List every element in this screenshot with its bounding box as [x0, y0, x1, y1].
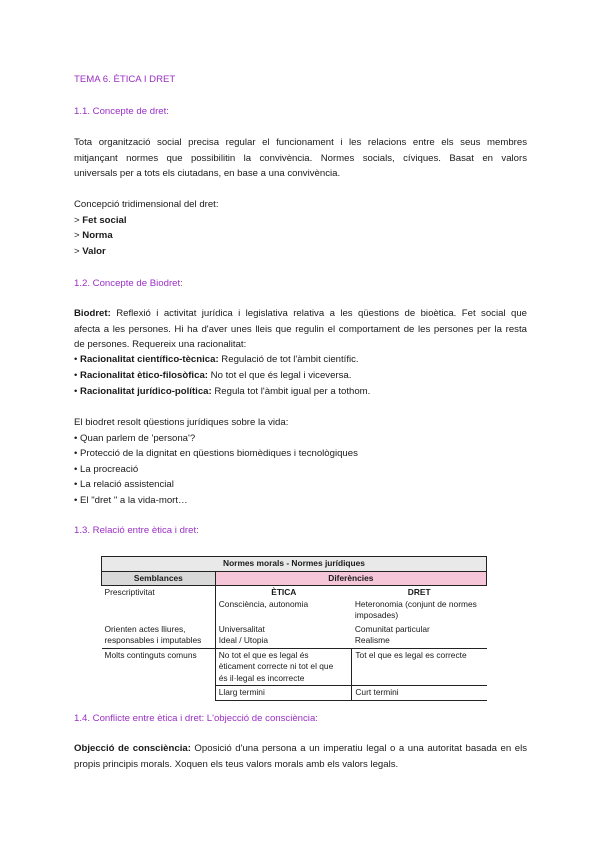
paragraph-concepte-dret	[74, 135, 527, 182]
list-item-text: Regulació de tot l'àmbit científic.	[218, 354, 359, 365]
list-item-text: Regula tot l'àmbit igual per a tothom.	[211, 386, 371, 397]
list-item-text: El "dret " a la vida-mort…	[80, 495, 188, 506]
table-cell: Tot el que es legal es correcte	[352, 648, 487, 686]
bullet-dot-icon: •	[74, 386, 81, 397]
list-item-text: Protecció de la dignitat en qüestions biomèdiques i tecnològiques	[80, 448, 358, 459]
list-item	[74, 462, 138, 478]
list-item-text: No tot el que és legal i viceversa.	[207, 370, 352, 381]
bullet-dot-icon: •	[74, 495, 81, 506]
list-item-term: Racionalitat científico-tècnica:	[80, 354, 219, 365]
definition-term: Biodret:	[74, 308, 111, 319]
bullet-dot-icon: •	[74, 448, 81, 459]
table-header-semblances: Semblances	[102, 571, 216, 586]
table-subheader-etica: ÈTICA	[271, 587, 297, 597]
list-item	[74, 352, 359, 368]
table-row	[102, 648, 487, 686]
bullet-dot-icon: •	[74, 370, 81, 381]
paragraph-line: Tota organització social precisa regular el funcionament i les relacions entre els seus membres	[74, 137, 527, 148]
concept-label: Concepció tridimensional del dret:	[74, 199, 219, 210]
cell-line: Ideal / Utopia	[218, 635, 269, 645]
table-row	[102, 586, 487, 623]
paragraph-line	[74, 306, 527, 322]
section-heading-relacio: 1.3. Relació entre ètica i dret:	[74, 525, 199, 536]
paragraph-objeccio	[74, 741, 527, 772]
list-item-text: La relació assistencial	[80, 479, 174, 490]
paragraph-line	[74, 741, 527, 757]
cell-line: responsables i imputables	[104, 635, 202, 645]
paragraph-line: afecta a les persones. Hi ha d'aver unes lleis que regulin el comportament de les persones per la resta	[74, 323, 527, 335]
list-item	[74, 493, 188, 509]
table-cell	[215, 623, 352, 649]
paragraph-line: de persones. Requereix una racionalitat:	[74, 339, 247, 351]
cell-line: No tot el que es legal és	[218, 649, 309, 660]
list-item-text: Quan parlem de 'persona'?	[80, 433, 196, 444]
bullet-marker: >	[74, 215, 83, 226]
table-cell: Curt termini	[352, 686, 487, 701]
list-item	[74, 446, 358, 462]
cell-line: imposades)	[354, 610, 399, 620]
cell-line: és il·legal es incorrecte	[218, 672, 305, 683]
section-heading-biodret: 1.2. Concepte de Biodret:	[74, 278, 183, 289]
definition-text: Oposició d'una persona a un imperatiu legal o a una autoritat basada en els	[190, 743, 527, 754]
definition-term: Objecció de consciència:	[74, 743, 191, 754]
cell-line: Consciència, autonomia	[218, 598, 309, 609]
bullet-dot-icon: •	[74, 479, 81, 490]
table-title: Normes morals - Normes jurídiques	[102, 557, 487, 572]
table-cell	[102, 623, 216, 649]
list-item	[74, 228, 113, 244]
cell-line: Realisme	[354, 635, 390, 645]
list-item-text: Fet social	[82, 215, 127, 226]
list-item	[74, 477, 174, 493]
bullet-marker: >	[74, 246, 83, 257]
table-cell: Molts continguts comuns	[104, 649, 197, 660]
definition-text: Reflexió i activitat jurídica i legislativa relativa a les qüestions de bioètica. Fet social que	[110, 308, 527, 319]
paragraph-biodret	[74, 306, 527, 353]
table-header-diferencies: Diferències	[215, 571, 486, 586]
table-cell: Llarg termini	[215, 686, 352, 701]
section-heading-concepte-dret: 1.1. Concepte de dret:	[74, 106, 169, 117]
table-cell	[352, 623, 487, 649]
list-item	[74, 431, 195, 447]
list-item-text: Norma	[82, 230, 113, 241]
table-row	[102, 623, 487, 649]
comparison-table	[101, 556, 487, 701]
list-item	[74, 213, 127, 229]
paragraph-line: universals per a tots els ciutadans, en base a una convivència.	[74, 168, 341, 180]
table-cell	[352, 586, 487, 623]
page-title: TEMA 6. ÈTICA I DRET	[74, 74, 176, 85]
list-item-term: Racionalitat ètico-filosòfica:	[80, 370, 208, 381]
table-cell	[215, 586, 352, 623]
cell-line: Orienten actes lliures,	[104, 623, 186, 634]
table-row	[102, 686, 487, 701]
list-item	[74, 368, 351, 384]
list-item	[74, 244, 106, 260]
cell-line: èticament correcte ni tot el que	[218, 661, 334, 671]
bullet-marker: >	[74, 230, 83, 241]
table-cell	[102, 686, 216, 701]
bullet-dot-icon: •	[74, 464, 81, 475]
life-label: El biodret resolt qüestions jurídiques sobre la vida:	[74, 417, 289, 428]
list-item-term: Racionalitat jurídico-política:	[80, 386, 212, 397]
paragraph-line: propis principis morals. Xoquen els teus valors morals amb els valors legals.	[74, 758, 399, 770]
cell-line: Universalitat	[218, 623, 265, 634]
list-item-text: Valor	[82, 246, 106, 257]
bullet-dot-icon: •	[74, 433, 81, 444]
paragraph-line: mitjançant normes que possibilitin la convivència. Normes socials, cíviques. Basat en valors	[74, 152, 527, 164]
cell-line: Comunitat particular	[354, 623, 430, 634]
cell-line: Heteronomia (conjunt de normes	[354, 598, 477, 609]
bullet-dot-icon: •	[74, 354, 81, 365]
section-heading-conflicte: 1.4. Conflicte entre ètica i dret: L'objecció de consciència:	[74, 713, 318, 724]
list-item-text: La procreació	[80, 464, 139, 475]
list-item	[74, 384, 370, 400]
table-cell: Prescriptivitat	[104, 587, 155, 597]
table-cell	[215, 648, 352, 686]
table-subheader-dret: DRET	[407, 587, 431, 597]
